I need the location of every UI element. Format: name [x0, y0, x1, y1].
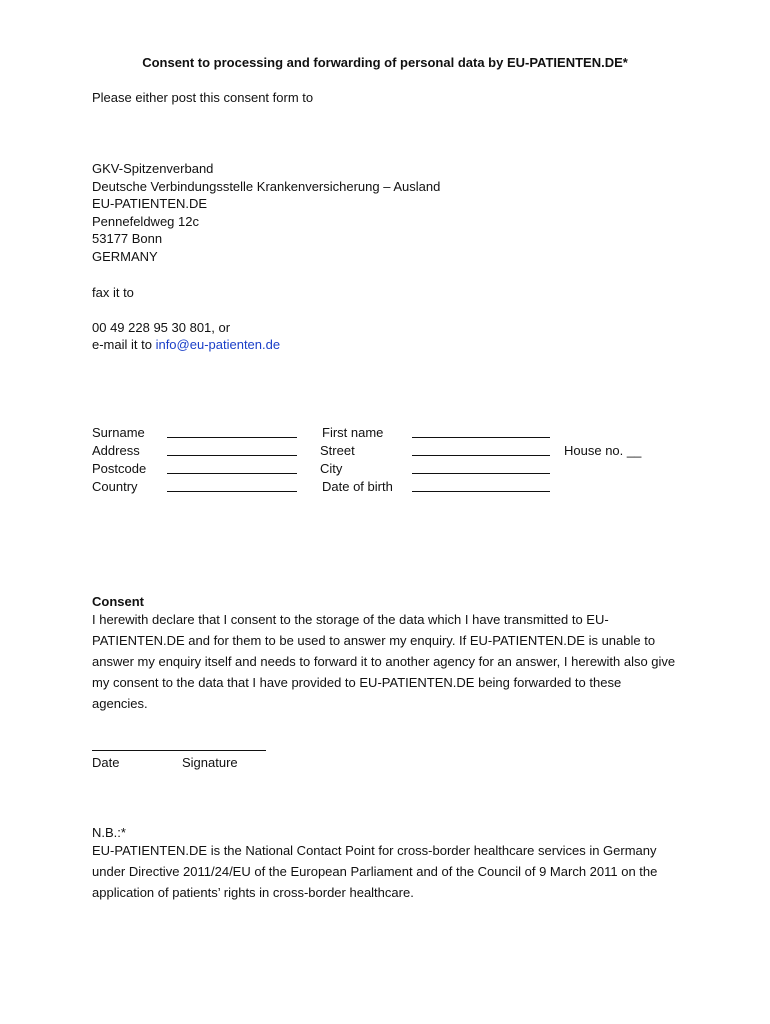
consent-heading: Consent: [92, 594, 144, 609]
signature-label: Signature: [182, 755, 238, 770]
address-line: Deutsche Verbindungsstelle Krankenversicherung – Ausland: [92, 179, 441, 194]
footnote-line: application of patients’ rights in cross-border healthcare.: [92, 885, 414, 900]
footnote-heading: N.B.:*: [92, 825, 126, 840]
country-label: Country: [92, 479, 138, 494]
address-line: GERMANY: [92, 249, 158, 264]
date-label: Date: [92, 755, 120, 770]
address-label: Address: [92, 443, 140, 458]
signature-field[interactable]: [92, 750, 266, 751]
surname-label: Surname: [92, 425, 145, 440]
intro-text: Please either post this consent form to: [92, 90, 314, 105]
fax-intro: fax it to: [92, 285, 134, 300]
postcode-label: Postcode: [92, 461, 147, 476]
consent-text-line: my consent to the data that I have provided to EU-PATIENTEN.DE being forwarded to these: [92, 675, 622, 690]
consent-text-line: agencies.: [92, 696, 148, 711]
address-line: GKV-Spitzenverband: [92, 161, 214, 176]
surname-field[interactable]: [167, 437, 297, 438]
first-name-label: First name: [322, 425, 384, 440]
consent-text-line: I herewith declare that I consent to the storage of the data which I have transmitted to EU-: [92, 612, 609, 627]
date-of-birth-label: Date of birth: [322, 479, 393, 494]
address-line: EU-PATIENTEN.DE: [92, 196, 208, 211]
date-of-birth-field[interactable]: [412, 491, 550, 492]
house-number-label[interactable]: House no. __: [564, 443, 642, 458]
city-field[interactable]: [412, 473, 550, 474]
fax-number: 00 49 228 95 30 801, or: [92, 320, 231, 335]
first-name-field[interactable]: [412, 437, 550, 438]
email-line: [92, 337, 280, 353]
consent-text-line: PATIENTEN.DE and for them to be used to answer my enquiry. If EU-PATIENTEN.DE is unable to: [92, 633, 656, 648]
address-line: Pennefeldweg 12c: [92, 214, 199, 229]
street-field[interactable]: [412, 455, 550, 456]
postcode-field[interactable]: [167, 473, 297, 474]
consent-text-line: answer my enquiry itself and needs to forward it to another agency for an answer, I herewith also give: [92, 654, 676, 669]
footnote-line: under Directive 2011/24/EU of the European Parliament and of the Council of 9 March 2011 on the: [92, 864, 658, 879]
email-prefix: e-mail it to: [92, 337, 156, 352]
city-label: City: [320, 461, 343, 476]
footnote-line: EU-PATIENTEN.DE is the National Contact Point for cross-border healthcare services in Germany: [92, 843, 657, 858]
document-title: Consent to processing and forwarding of personal data by EU-PATIENTEN.DE*: [142, 55, 628, 70]
street-label: Street: [320, 443, 355, 458]
address-line: 53177 Bonn: [92, 231, 163, 246]
address-field[interactable]: [167, 455, 297, 456]
email-link[interactable]: info@eu-patienten.de: [155, 337, 281, 352]
country-field[interactable]: [167, 491, 297, 492]
